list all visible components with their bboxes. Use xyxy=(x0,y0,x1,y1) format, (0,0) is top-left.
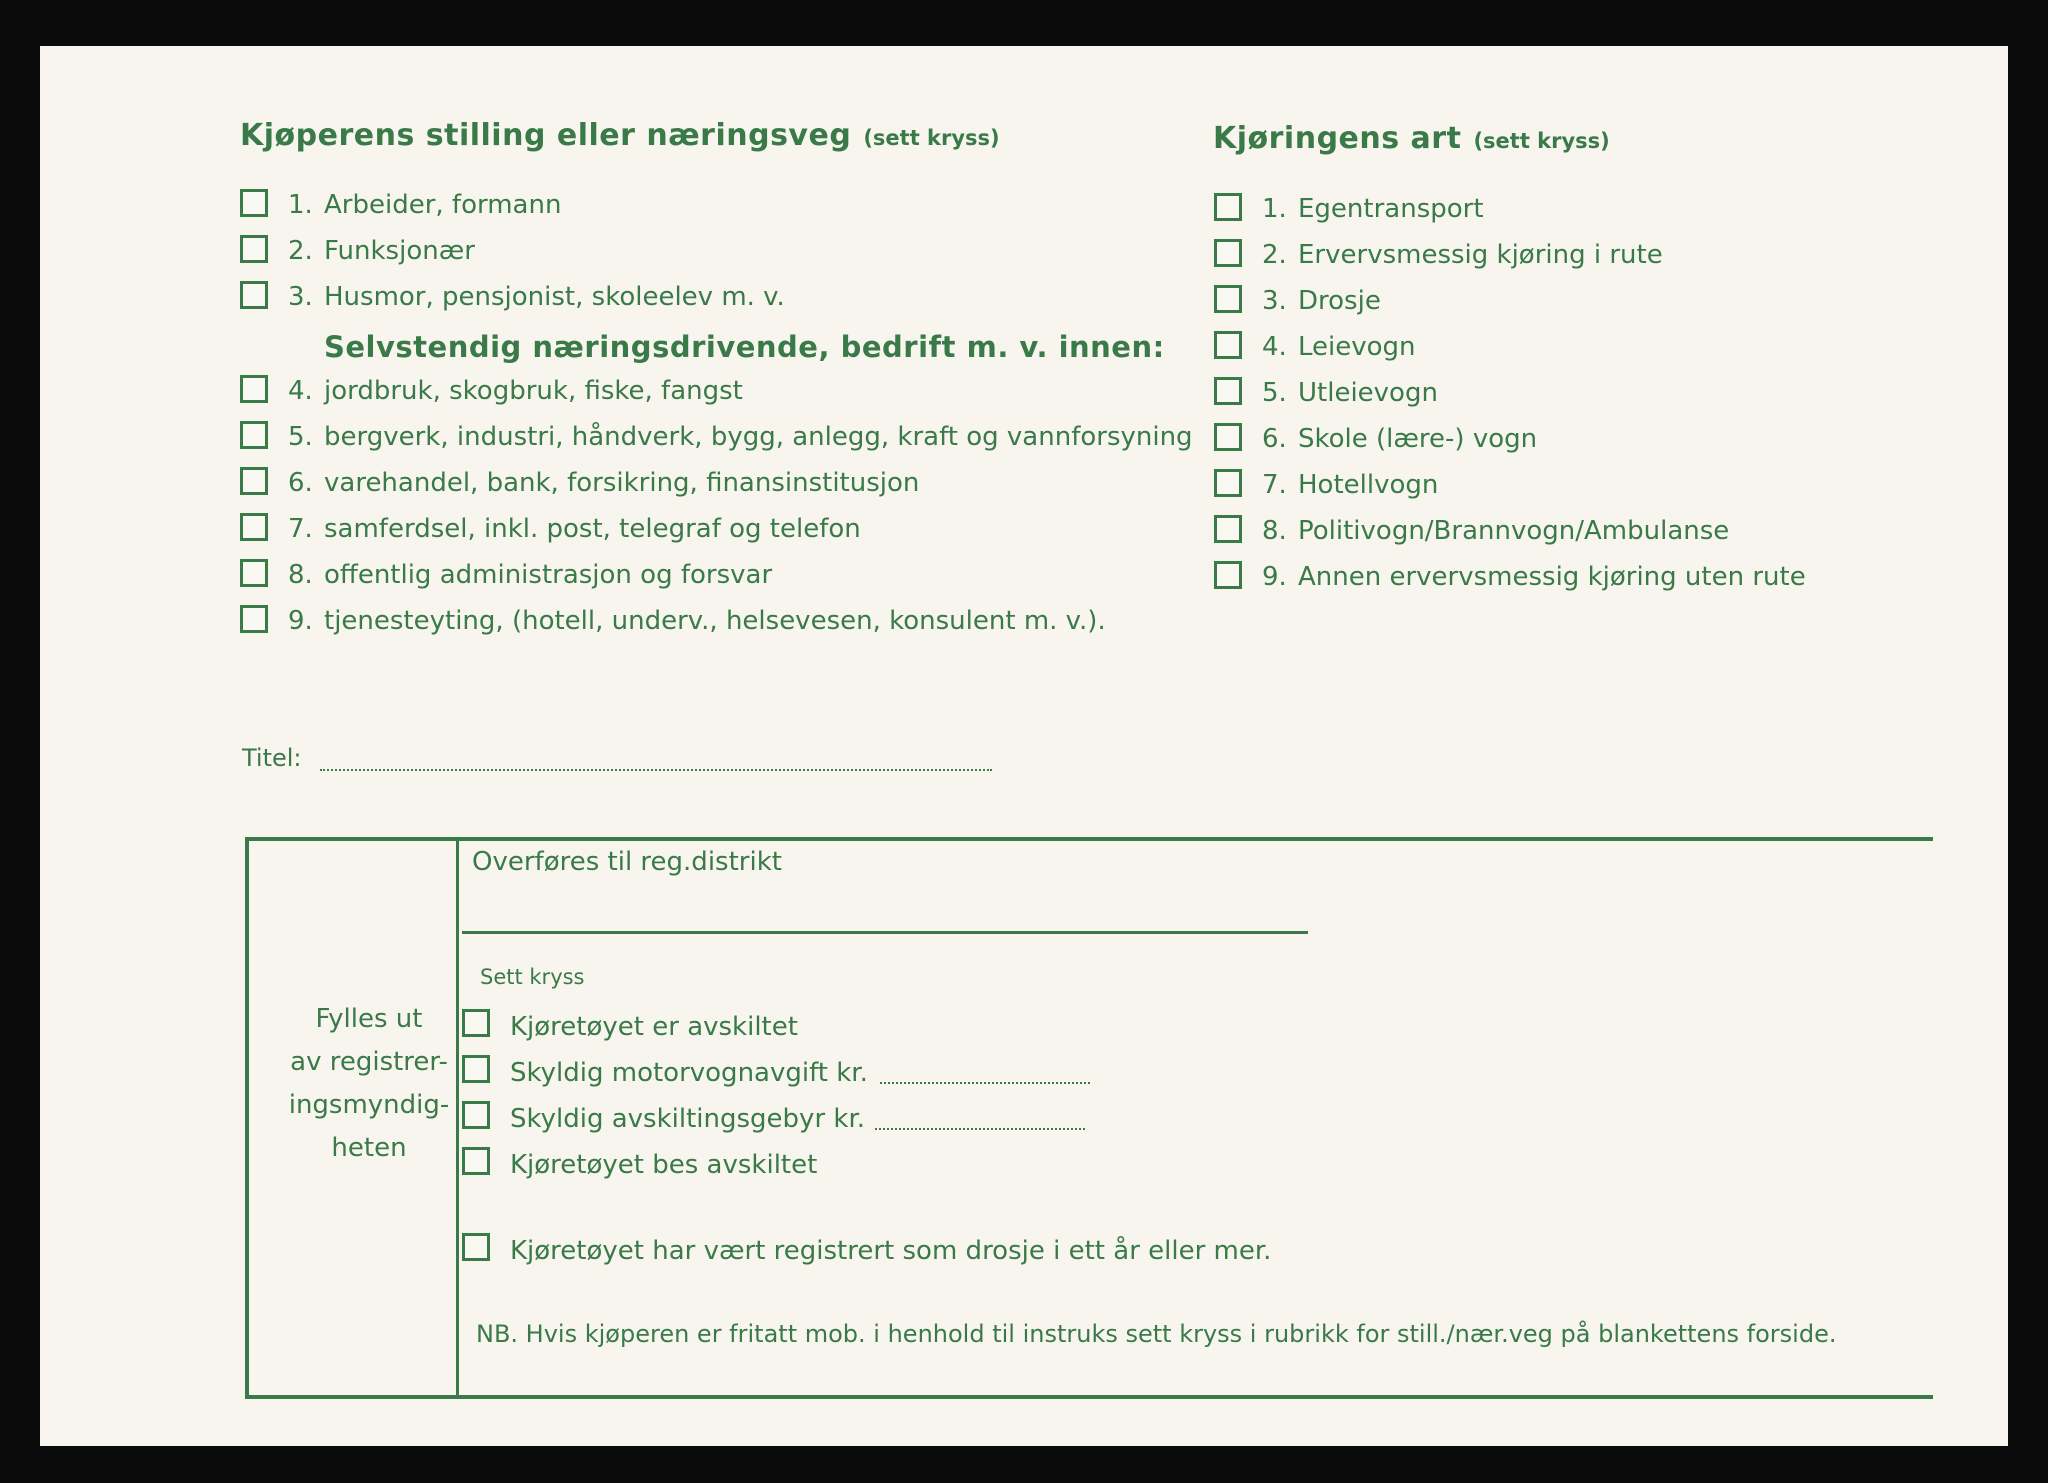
driving-item-2: 2. Ervervsmessig kjøring i rute xyxy=(1262,240,1663,270)
occupation-item-1: 1. Arbeider, formann xyxy=(288,190,562,220)
checkbox-occupation-3[interactable] xyxy=(240,281,268,309)
self-employed-subheading: Selvstendig næringsdrivende, bedrift m. v. innen: xyxy=(324,330,1165,364)
checkbox-bes-avskiltet[interactable] xyxy=(462,1147,490,1175)
check-avskiltingsgebyr-label: Skyldig avskiltingsgebyr kr. xyxy=(510,1104,866,1134)
driving-item-8: 8. Politivogn/Brannvogn/Ambulanse xyxy=(1262,516,1730,546)
left-section-title: Kjøperens stilling eller næringsveg (sett kryss) xyxy=(240,118,1000,153)
checkbox-driving-9[interactable] xyxy=(1214,561,1242,589)
occupation-item-3: 3. Husmor, pensjonist, skoleelev m. v. xyxy=(288,282,785,312)
titel-label: Titel: xyxy=(242,744,302,772)
checkbox-driving-4[interactable] xyxy=(1214,331,1242,359)
avskiltingsgebyr-amount-field[interactable] xyxy=(875,1128,1085,1130)
occupation-item-6: 6. varehandel, bank, forsikring, finansinstitusjon xyxy=(288,468,920,498)
authority-side-label: Fylles ut av registrer- ingsmyndig- heten xyxy=(288,1004,450,1163)
checkbox-driving-6[interactable] xyxy=(1214,423,1242,451)
driving-item-1: 1. Egentransport xyxy=(1262,194,1484,224)
drosje-registered-label: Kjøretøyet har vært registrert som drosje i ett år eller mer. xyxy=(510,1236,1272,1266)
checkbox-driving-1[interactable] xyxy=(1214,193,1242,221)
checkbox-occupation-8[interactable] xyxy=(240,559,268,587)
checkbox-driving-7[interactable] xyxy=(1214,469,1242,497)
check-motorvognavgift-label: Skyldig motorvognavgift kr. xyxy=(510,1058,868,1088)
driving-item-9: 9. Annen ervervsmessig kjøring uten rute xyxy=(1262,562,1806,592)
checkbox-occupation-4[interactable] xyxy=(240,375,268,403)
checkbox-occupation-2[interactable] xyxy=(240,235,268,263)
driving-item-5: 5. Utleievogn xyxy=(1262,378,1438,408)
checkbox-occupation-6[interactable] xyxy=(240,467,268,495)
driving-item-4: 4. Leievogn xyxy=(1262,332,1416,362)
checkbox-driving-3[interactable] xyxy=(1214,285,1242,313)
checkbox-driving-5[interactable] xyxy=(1214,377,1242,405)
occupation-item-5: 5. bergverk, industri, håndverk, bygg, anlegg, kraft og vannforsyning xyxy=(288,422,1193,452)
transfer-input-line[interactable] xyxy=(462,931,1308,934)
driving-item-3: 3. Drosje xyxy=(1262,286,1381,316)
checkbox-drosje-registered[interactable] xyxy=(462,1233,490,1261)
nb-note: NB. Hvis kjøperen er fritatt mob. i henhold til instruks sett kryss i rubrikk for still./nær.veg på blankettens forside. xyxy=(476,1320,1837,1348)
form-paper xyxy=(40,46,2008,1446)
driving-item-6: 6. Skole (lære-) vogn xyxy=(1262,424,1538,454)
check-bes-avskiltet-label: Kjøretøyet bes avskiltet xyxy=(510,1150,818,1180)
titel-field[interactable] xyxy=(320,769,992,771)
right-section-title: Kjøringens art (sett kryss) xyxy=(1213,121,1610,156)
checkbox-driving-2[interactable] xyxy=(1214,239,1242,267)
checkbox-occupation-9[interactable] xyxy=(240,605,268,633)
occupation-item-8: 8. offentlig administrasjon og forsvar xyxy=(288,560,773,590)
motorvognavgift-amount-field[interactable] xyxy=(880,1082,1090,1084)
occupation-item-4: 4. jordbruk, skogbruk, fiske, fangst xyxy=(288,376,743,406)
occupation-item-9: 9. tjenesteyting, (hotell, underv., helsevesen, konsulent m. v.). xyxy=(288,606,1106,636)
checkbox-occupation-1[interactable] xyxy=(240,189,268,217)
checkbox-occupation-7[interactable] xyxy=(240,513,268,541)
occupation-item-7: 7. samferdsel, inkl. post, telegraf og telefon xyxy=(288,514,861,544)
checkbox-driving-8[interactable] xyxy=(1214,515,1242,543)
checkbox-avskiltingsgebyr[interactable] xyxy=(462,1101,490,1129)
driving-item-7: 7. Hotellvogn xyxy=(1262,470,1439,500)
box-top-border xyxy=(245,837,1933,841)
checkbox-occupation-5[interactable] xyxy=(240,421,268,449)
checkbox-avskiltet[interactable] xyxy=(462,1009,490,1037)
occupation-item-2: 2. Funksjonær xyxy=(288,236,475,266)
sett-kryss-label: Sett kryss xyxy=(480,965,585,989)
checkbox-motorvognavgift[interactable] xyxy=(462,1055,490,1083)
box-bottom-border xyxy=(245,1395,1933,1399)
check-avskiltet-label: Kjøretøyet er avskiltet xyxy=(510,1012,798,1042)
transfer-label: Overføres til reg.distrikt xyxy=(472,847,782,877)
